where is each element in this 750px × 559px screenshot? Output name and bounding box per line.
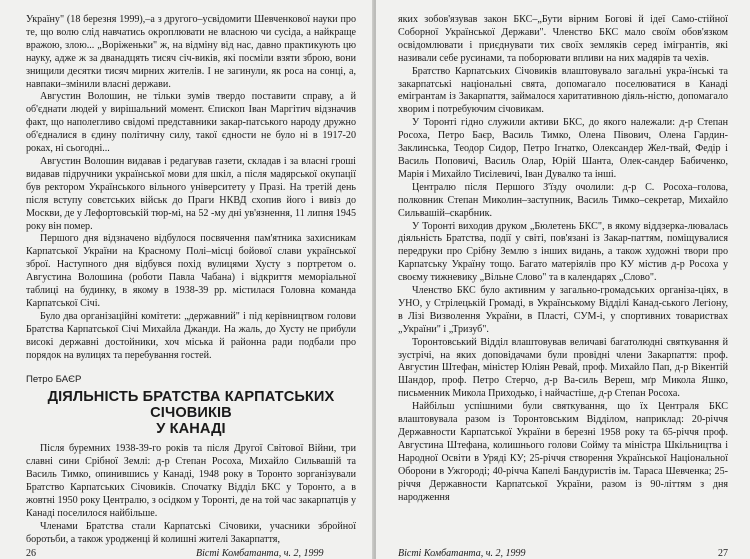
paragraph: У Торонті гідно служили активи БКС, до якого належали: д-р Степан Росоха, Петро Баєр, Василь Тимко, Олена Півович, Олена Гардин-Заклинська, Теодор Сидор, Петро Ігнатко, Олександер Жел-твай, Федір і Василь Поповичі, Василь Олар, Юрій Шанта, Олек-сандер Бабиченко, Марія і Михайло Тисілевичі, Іван Дувалко та інші.: [398, 117, 728, 180]
paragraph: Після буремних 1938-39-го років та після Другої Світової Війни, три славні сини Срібної Землі: д-р Степан Росоха, Михайло Сильвашій та Василь Тимко, опинившись у Канаді, 1948 року в Торонто зорганізували Братство Карпатських Січовиків. Спочатку Відділ БКС у Торонто, а в жовтні 1950 року Централю, з осідком у Торонті, де на той час закарпатців у Канаді поселилося найбільше.: [26, 443, 356, 519]
article-title-line1: ДІЯЛЬНІСТЬ БРАТСТВА КАРПАТСЬКИХ СІЧОВИКІВ: [47, 389, 335, 422]
paragraph: Членство БКС було активним у загально-громадських організа-ціях, в УНО, у Стрілецькій Громаді, в Українському Відділі Канад-ського Легіону, в Лізі Визволення України, в Пласті, СУМ-і, у спортивних товариствах „України" і „Тризуб".: [398, 285, 728, 335]
paragraph: Членами Братства стали Карпатські Січовики, учасники збройної боротьби, а також уродженці й колишні жителі Закарпаття,: [26, 520, 356, 545]
paragraph: Августин Волошин, не тільки зумів твердо поставити справу, а й об'єднати людей у вирішальний момент. Єпископ Іван Маргітич відзначив факт, що наполегливо свідомі представники закар-патського народу дружно об'єдналися в єдину політичну силу, такої єдности не було ні в 1917-20 роках, ні сьогодні...: [26, 91, 356, 155]
paragraph: Найбільш успішними були святкування, що їх Централя БКС влаштовувала разом із Торонтовським Відділом, наприклад: 20-річчя Державности Карпатської України в березні 1958 року та 65-річчя проф. Августина Штефана, колишнього голови Сойму та міністра Шкільництва і Народної Освіти в Уряді КУ; 25-річчя створення Української Національної Оборони в Ужгороді; 40-річча Капелі Бандуристів ім. Тараса Шевченка; 25-річчя Державности Карпатської України, разом із 90-літтям з дня народження: [398, 401, 728, 503]
paragraph: яких зобов'язував закон БКС–„Бути вірним Богові й ідеї Само-стійної Соборної Української Держави". Членство БКС мало своїм обов'язком освідомлювати і приєднувати тих своїх земляків серед імігрантів, які називали себе русинами, та поборювати впливи на них мадярів та чехів.: [398, 14, 728, 64]
paragraph: Україну" (18 березня 1999),–а з другого–усвідомити Шевченкової науки про те, що волю слід навчатись окроплювати не власною чи сусіда, а найкраще вражою, злою... „Воріженьки" ж, на відміну від нас, давно практикують цю науку, адже ж за дванадцять тисяч січ-виків, які посміли взяти зброю, вони знищили десятки тисяч мирних жителів. І не загинули, як роса на сонці, а, навпаки–змінили власні держави.: [26, 14, 356, 90]
article-title: [26, 389, 356, 437]
journal-title: Вісті Комбатанта, ч. 2, 1999: [398, 548, 526, 559]
page-number: 27: [718, 548, 728, 559]
left-page-text: [26, 14, 356, 545]
paragraph: Братство Карпатських Січовиків влаштовувало загальні укра-їнські та закарпатські національні свята, допомагало поселюватися в Канаді емігрантам із Закарпаття, займалося харитативною діяль-ністю, допомагало хворим і потребуючим січовикам.: [398, 65, 728, 116]
paragraph: Торонтовський Відділ влаштовував величаві багатолюдні святкування й зустрічі, на яких доповідачами були провідні члени Закарпаття: проф. Августин Штефан, міністер Юліян Ревай, проф. Михайло Пап, д-р Вікентій Шандор, проф. Петро Стерчо, д-р Ва-силь Вереш, мґр Микола Яшко, письменник Микола Приходько, і найчастіше, д-р Степан Росоха.: [398, 336, 728, 400]
paragraph: Було два організаційні комітети: „державний" і під керівництвом голови Братства Карпатської Січі Михайла Джанди. На жаль, до Хусту не прибули високі державні достойники, хоч міська й районна ради подбали про порядок на вулицях та перебування гостей.: [26, 310, 356, 361]
page-number: 26: [26, 548, 36, 559]
right-page: [376, 0, 750, 559]
paragraph: У Торонті виходив друком „Бюлетень БКС", в якому віддзерка-лювалась діяльність Братства, події у світі, пов'язані із Закар-паттям, поміщувалися передруки про Срібну Землю з інших видань, а також художні твори про Карпатську Україну тощо. Багато матеріялів про КУ містив д-р Росоха у своєму тижневику „Вільне Слово" та в календарях „Слово".: [398, 220, 728, 284]
right-page-text: [398, 14, 728, 534]
paragraph: Централю після Першого З'їзду очолили: д-р С. Росоха–голова, полковник Степан Миколин–заступник, Василь Тимко–секретар, Михайло Сильвашій–скарбник.: [398, 181, 728, 219]
journal-title: Вісті Комбатанта, ч. 2, 1999: [196, 548, 324, 559]
article-author: Петро БАЄР: [26, 374, 82, 386]
paragraph: Першого дня відзначено відбулося посвячення пам'ятника захисникам Карпатської України на Красному Полі–місці бойової слави української зброї. Наступного дня відбувся похід вулицями Хусту з портретом о. Августина Волошина (роботи Павла Чабана) і відкриття меморіальної таблиці на будинку, в якому в 1938-39 рр. містилася Головна команда Карпатської Січі.: [26, 233, 356, 309]
paragraph: Августин Волошин видавав і редагував газети, складав і за власні гроші видавав підручники української мови для шкіл, а після мадярської окупації був ректором Українського вільного університету у Празі. На третій день після вступу совєтських військ до Праги НКВД схопив його і вивіз до Москви, де у Лефортовській тюр-мі, на 52 -му дні ув'язнення, 11 липня 1945 року він помер.: [26, 155, 356, 232]
article-title-line2: У КАНАДІ: [156, 421, 226, 438]
left-page: [0, 0, 374, 559]
